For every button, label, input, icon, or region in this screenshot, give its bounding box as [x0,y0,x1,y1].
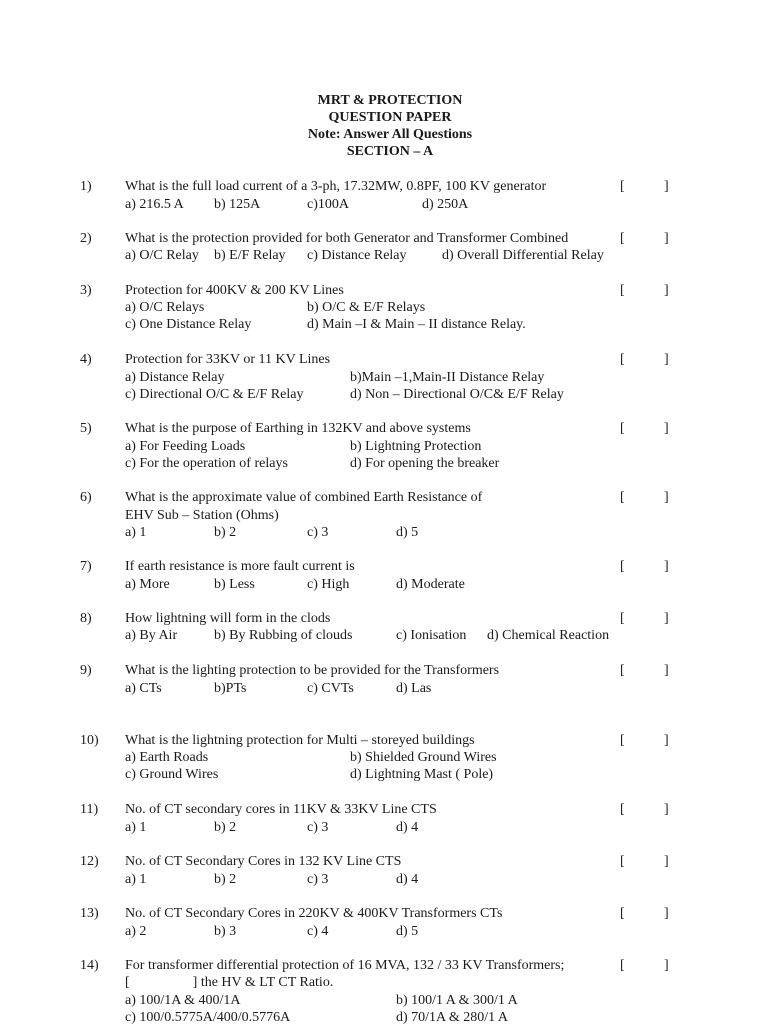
option-a: a) 1 [125,820,147,835]
question-number: 10) [80,733,99,748]
question-text: If earth resistance is more fault current is [125,559,355,574]
option-c: c)100A [307,197,349,212]
option-b: b)Main –1,Main-II Distance Relay [350,370,545,385]
question-text: What is the protection provided for both Generator and Transformer Combined [125,231,569,246]
answer-bracket-close: ] [664,490,669,505]
section-heading: SECTION – A [346,144,434,159]
question-text: Protection for 400KV & 200 KV Lines [125,283,344,298]
option-b: b) 2 [214,820,237,835]
question-text: What is the full load current of a 3-ph, 17.32MW, 0.8PF, 100 KV generator [125,179,547,194]
question-number: 7) [80,559,92,574]
option-a: a) 216.5 A [125,197,184,212]
answer-bracket-close: ] [664,958,669,973]
question-text: No. of CT Secondary Cores in 132 KV Line CTS [125,854,402,869]
answer-bracket-close: ] [664,421,669,436]
option-b: b)PTs [214,681,247,696]
paper-subtitle: QUESTION PAPER [328,110,452,125]
answer-bracket-open: [ [620,663,625,678]
question-text: Protection for 33KV or 11 KV Lines [125,352,331,367]
question-number: 11) [80,802,99,817]
answer-bracket-close: ] [664,179,669,194]
option-a: a) More [125,577,170,592]
option-d: d) Moderate [396,577,465,592]
option-b: b) 2 [214,525,237,540]
option-d: d) Chemical Reaction [487,628,610,643]
option-d: d) 70/1A & 280/1 A [396,1010,509,1025]
answer-bracket-open: [ [620,958,625,973]
answer-bracket-open: [ [620,283,625,298]
option-d: d) 5 [396,525,419,540]
option-b: b) 125A [214,197,261,212]
paper-header [0,92,768,160]
option-a: a) O/C Relays [125,300,205,315]
answer-bracket-open: [ [620,802,625,817]
option-b: b) O/C & E/F Relays [307,300,426,315]
question-text: What is the purpose of Earthing in 132KV and above systems [125,421,471,436]
question-text-continued: EHV Sub – Station (Ohms) [125,508,279,523]
question-number: 12) [80,854,99,869]
question-number: 9) [80,663,92,678]
question-number: 1) [80,179,92,194]
option-c: c) For the operation of relays [125,456,288,471]
option-b: b) Less [214,577,255,592]
option-b: b) Lightning Protection [350,439,482,454]
answer-bracket-close: ] [664,559,669,574]
answer-bracket-close: ] [664,663,669,678]
option-a: a) For Feeding Loads [125,439,246,454]
option-d: d) For opening the breaker [350,456,500,471]
option-d: d) 250A [422,197,469,212]
option-c: c) Directional O/C & E/F Relay [125,387,304,402]
answer-bracket-open: [ [620,352,625,367]
paper-title: MRT & PROTECTION [317,93,463,108]
answer-bracket-close: ] [664,733,669,748]
answer-bracket-open: [ [620,906,625,921]
question-text: For transformer differential protection of 16 MVA, 132 / 33 KV Transformers; [125,958,565,973]
question-text: What is the lightning protection for Multi – storeyed buildings [125,733,475,748]
question-number: 13) [80,906,99,921]
option-a: a) Distance Relay [125,370,225,385]
option-c: c) One Distance Relay [125,317,252,332]
option-c: c) 100/0.5775A/400/0.5776A [125,1010,291,1025]
question-text: What is the lighting protection to be provided for the Transformers [125,663,500,678]
answer-bracket-open: [ [620,854,625,869]
option-d: d) Lightning Mast ( Pole) [350,767,494,782]
question-number: 2) [80,231,92,246]
question-number: 8) [80,611,92,626]
option-d: d) Las [396,681,432,696]
option-d: d) 4 [396,872,419,887]
answer-bracket-open: [ [620,559,625,574]
option-a: a) 2 [125,924,147,939]
option-b: b) 2 [214,872,237,887]
option-d: d) 5 [396,924,419,939]
option-a: a) 100/1A & 400/1A [125,993,241,1008]
answer-bracket-open: [ [620,490,625,505]
option-b: b) 3 [214,924,237,939]
question-number: 4) [80,352,92,367]
option-b: b) 100/1 A & 300/1 A [396,993,518,1008]
answer-bracket-close: ] [664,802,669,817]
answer-bracket-close: ] [664,906,669,921]
option-a: a) Earth Roads [125,750,209,765]
answer-bracket-close: ] [664,231,669,246]
question-text: No. of CT Secondary Cores in 220KV & 400KV Transformers CTs [125,906,503,921]
option-c: c) Distance Relay [307,248,407,263]
question-number: 3) [80,283,92,298]
answer-bracket-close: ] [664,611,669,626]
option-c: c) High [307,577,350,592]
answer-bracket-close: ] [664,854,669,869]
option-c: c) Ionisation [396,628,467,643]
option-d: d) Main –I & Main – II distance Relay. [307,317,526,332]
answer-bracket-open: [ [620,231,625,246]
option-c: c) 3 [307,820,329,835]
option-d: d) Overall Differential Relay [442,248,604,263]
answer-bracket-open: [ [620,179,625,194]
option-c: c) Ground Wires [125,767,219,782]
option-a: a) O/C Relay [125,248,199,263]
option-c: c) 4 [307,924,329,939]
answer-bracket-open: [ [620,421,625,436]
option-c: c) 3 [307,525,329,540]
question-text: No. of CT secondary cores in 11KV & 33KV Line CTS [125,802,437,817]
answer-bracket-open: [ [620,733,625,748]
option-b: b) Shielded Ground Wires [350,750,497,765]
question-number: 5) [80,421,92,436]
question-text-continued: [ ] the HV & LT CT Ratio. [125,975,334,990]
paper-note: Note: Answer All Questions [307,127,473,142]
option-a: a) CTs [125,681,162,696]
option-a: a) By Air [125,628,178,643]
option-b: b) E/F Relay [214,248,286,263]
question-text: What is the approximate value of combined Earth Resistance of [125,490,483,505]
answer-bracket-close: ] [664,283,669,298]
option-d: d) Non – Directional O/C& E/F Relay [350,387,564,402]
option-d: d) 4 [396,820,419,835]
answer-bracket-close: ] [664,352,669,367]
option-a: a) 1 [125,872,147,887]
answer-bracket-open: [ [620,611,625,626]
question-number: 14) [80,958,99,973]
question-text: How lightning will form in the clods [125,611,331,626]
question-number: 6) [80,490,92,505]
option-c: c) 3 [307,872,329,887]
option-b: b) By Rubbing of clouds [214,628,353,643]
option-c: c) CVTs [307,681,354,696]
option-a: a) 1 [125,525,147,540]
